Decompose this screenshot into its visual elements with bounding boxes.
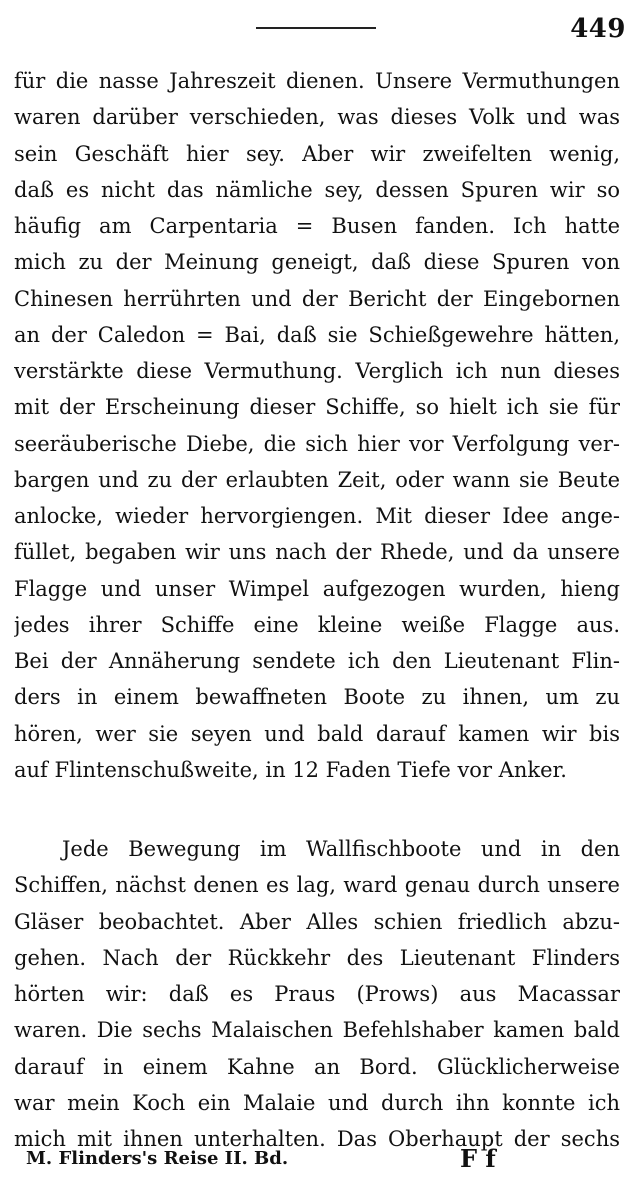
text-line: auf Flintenschußweite, in 12 Faden Tiefe vor Anker.: [14, 757, 567, 782]
text-line: jedes ihrer Schiffe eine kleine weiße Flagge aus.: [14, 612, 620, 637]
text-line: für die nasse Jahreszeit dienen. Unsere Vermuthungen: [14, 69, 620, 93]
page-number: 449: [570, 14, 626, 44]
header-rule: [256, 27, 376, 29]
text-line: bargen und zu der erlaubten Zeit, oder wann sie Beute: [14, 467, 620, 492]
text-line: waren. Die sechs Malaischen Befehlshaber kamen bald: [14, 1018, 620, 1043]
text-line: hören, wer sie seyen und bald darauf kamen wir bis: [14, 721, 620, 746]
text-line: anlocke, wieder hervorgiengen. Mit dieser Idee ange-: [14, 504, 620, 528]
text-line: mich mit ihnen unterhalten. Das Oberhaupt der sechs: [14, 1127, 620, 1151]
text-line: sein Geschäft hier sey. Aber wir zweifelten wenig,: [14, 141, 620, 166]
text-line: mit der Erscheinung dieser Schiffe, so hielt ich sie für: [14, 395, 620, 420]
text-line: hörten wir: daß es Praus (Prows) aus Macassar: [14, 982, 620, 1006]
text-line: an der Caledon = Bai, daß sie Schießgewehre hätten,: [14, 322, 620, 347]
text-line: waren darüber verschieden, was dieses Volk und was: [14, 105, 620, 130]
text-line: Bei der Annäherung sendete ich den Lieutenant Flin-: [14, 649, 620, 673]
sheet-mark: F f: [460, 1144, 496, 1173]
text-line: füllet, begaben wir uns nach der Rhede, und da unsere: [14, 540, 620, 565]
text-line: Jede Bewegung im Wallfischboote und in den: [62, 837, 620, 861]
signature-line: M. Flinders's Reise II. Bd.: [26, 1148, 289, 1169]
text-line: ders in einem bewaffneten Boote zu ihnen, um zu: [14, 685, 620, 710]
text-line: war mein Koch ein Malaie und durch ihn konnte ich: [14, 1090, 620, 1115]
text-line: daß es nicht das nämliche sey, dessen Spuren wir so: [14, 177, 620, 202]
body-text: [14, 63, 620, 1157]
text-line: Schiffen, nächst denen es lag, ward genau durch unsere: [14, 873, 620, 898]
paragraph-1: [14, 63, 620, 788]
text-line: seeräuberische Diebe, die sich hier vor Verfolgung ver-: [14, 431, 620, 456]
text-line: verstärkte diese Vermuthung. Verglich ich nun dieses: [14, 359, 620, 383]
paragraph-2: [14, 831, 620, 1157]
text-line: Flagge und unser Wimpel aufgezogen wurden, hieng: [14, 576, 620, 601]
text-line: häufig am Carpentaria = Busen fanden. Ich hatte: [14, 214, 620, 238]
text-line: darauf in einem Kahne an Bord. Glücklicherweise: [14, 1054, 620, 1079]
text-line: mich zu der Meinung geneigt, daß diese Spuren von: [14, 250, 620, 275]
text-line: Gläser beobachtet. Aber Alles schien friedlich abzu-: [14, 909, 620, 934]
paragraph-gap: [14, 788, 620, 831]
text-line: Chinesen herrührten und der Bericht der Eingebornen: [14, 286, 620, 311]
text-line: gehen. Nach der Rückkehr des Lieutenant Flinders: [14, 945, 620, 970]
